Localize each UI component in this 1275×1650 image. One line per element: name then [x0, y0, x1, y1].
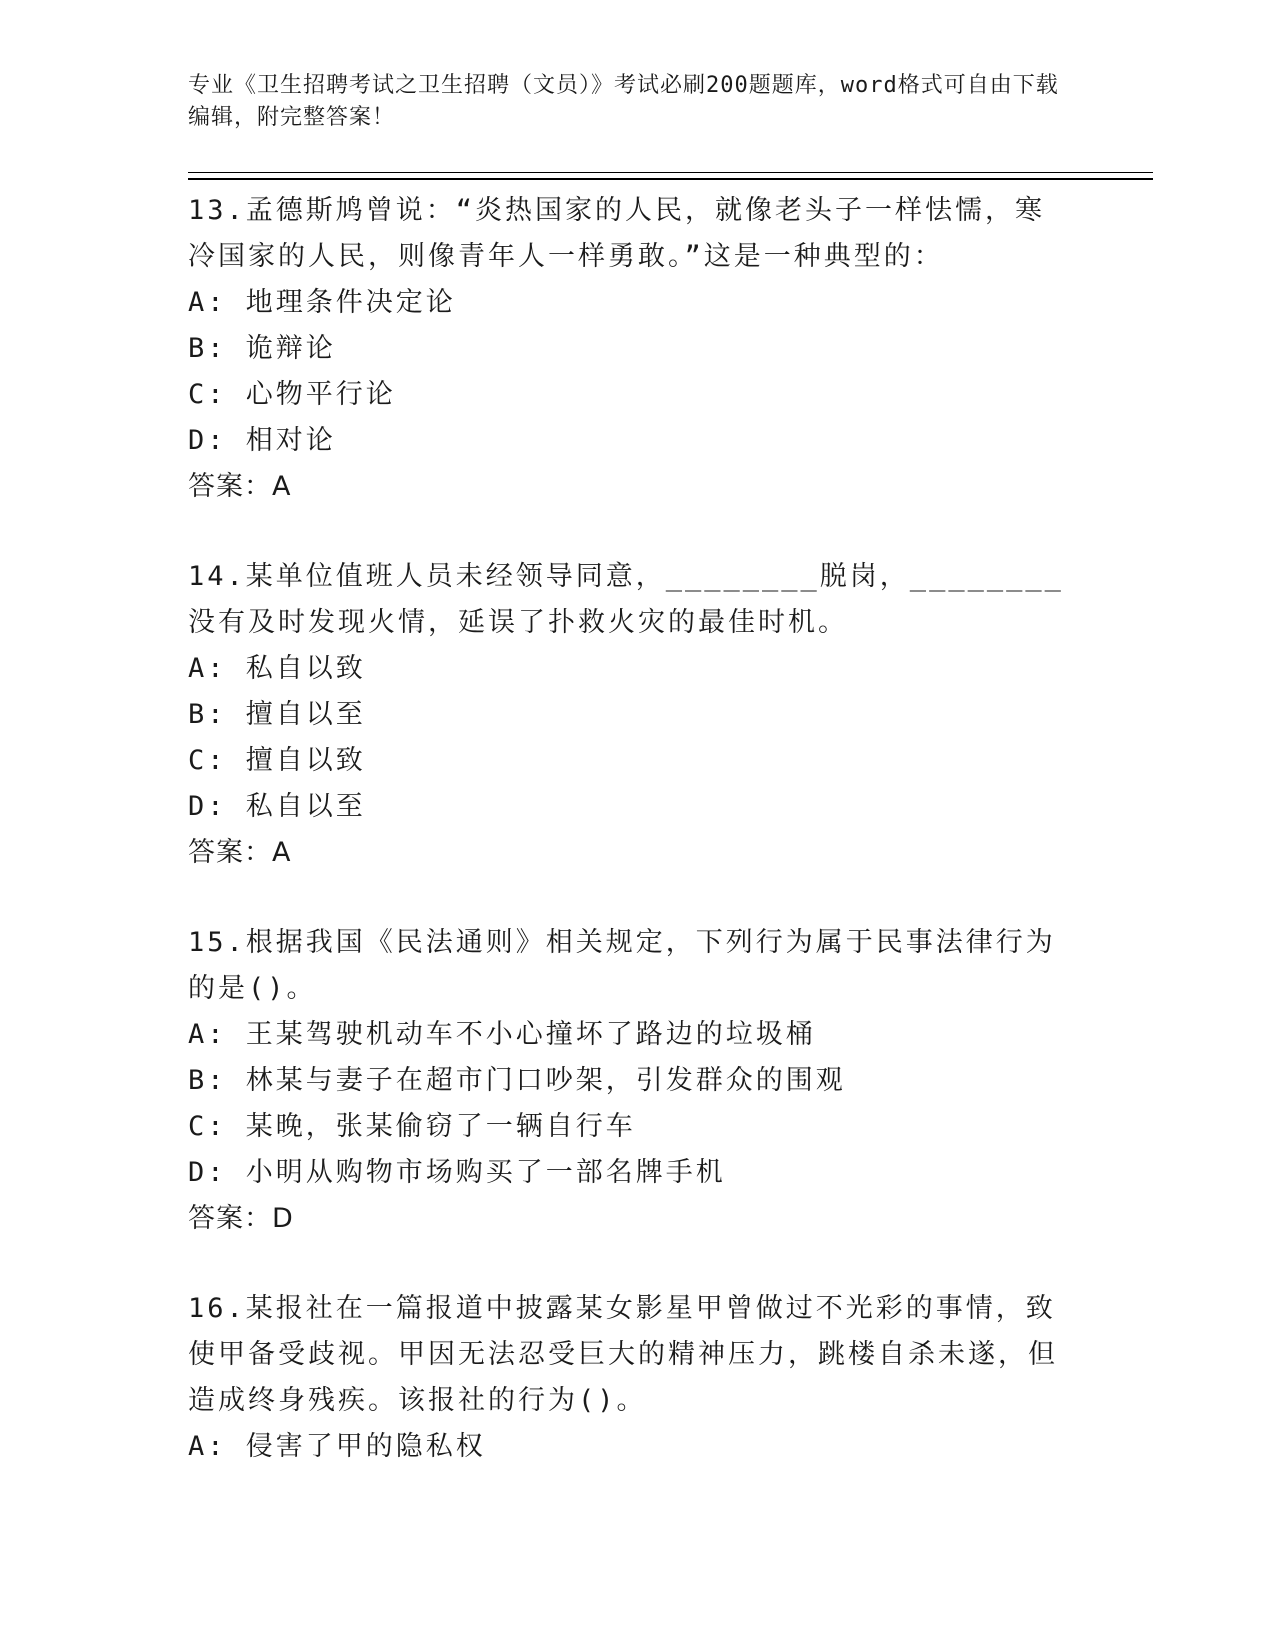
- question-15: [188, 920, 1153, 1242]
- header-divider: [188, 172, 1153, 180]
- answer-line: 答案：A: [188, 837, 292, 868]
- option-c: C: 心物平行论: [188, 379, 396, 410]
- document-header: 专业《卫生招聘考试之卫生招聘（文员）》考试必刷200题题库，word格式可自由下载编辑，附完整答案！: [188, 73, 1059, 130]
- option-b: B: 擅自以至: [188, 699, 366, 730]
- option-d: D: 私自以至: [188, 791, 366, 822]
- option-c: C: 某晚，张某偷窃了一辆自行车: [188, 1111, 636, 1142]
- answer-line: 答案：D: [188, 1203, 294, 1234]
- document-page: [188, 70, 1153, 1470]
- option-a: A: 王某驾驶机动车不小心撞坏了路边的垃圾桶: [188, 1019, 816, 1050]
- option-a: A: 侵害了甲的隐私权: [188, 1431, 486, 1462]
- answer-line: 答案：A: [188, 471, 292, 502]
- option-d: D: 相对论: [188, 425, 336, 456]
- question-14: [188, 554, 1153, 876]
- option-d: D: 小明从购物市场购买了一部名牌手机: [188, 1157, 726, 1188]
- question-stem: 16.某报社在一篇报道中披露某女影星甲曾做过不光彩的事情，致使甲备受歧视。甲因无法忍受巨大的精神压力，跳楼自杀未遂，但造成终身残疾。该报社的行为()。: [188, 1293, 1058, 1416]
- question-16: [188, 1286, 1153, 1470]
- option-a: A: 私自以致: [188, 653, 366, 684]
- question-stem: 14.某单位值班人员未经领导同意，________脱岗，________没有及时发现火情，延误了扑救火灾的最佳时机。: [188, 561, 1064, 638]
- question-stem: 15.根据我国《民法通则》相关规定，下列行为属于民事法律行为的是()。: [188, 927, 1056, 1004]
- option-b: B: 林某与妻子在超市门口吵架，引发群众的围观: [188, 1065, 846, 1096]
- question-stem: 13.孟德斯鸠曾说：“炎热国家的人民，就像老头子一样怯懦，寒冷国家的人民，则像青年人一样勇敢。”这是一种典型的：: [188, 195, 1046, 272]
- option-b: B: 诡辩论: [188, 333, 336, 364]
- option-a: A: 地理条件决定论: [188, 287, 456, 318]
- option-c: C: 擅自以致: [188, 745, 366, 776]
- question-13: [188, 188, 1153, 510]
